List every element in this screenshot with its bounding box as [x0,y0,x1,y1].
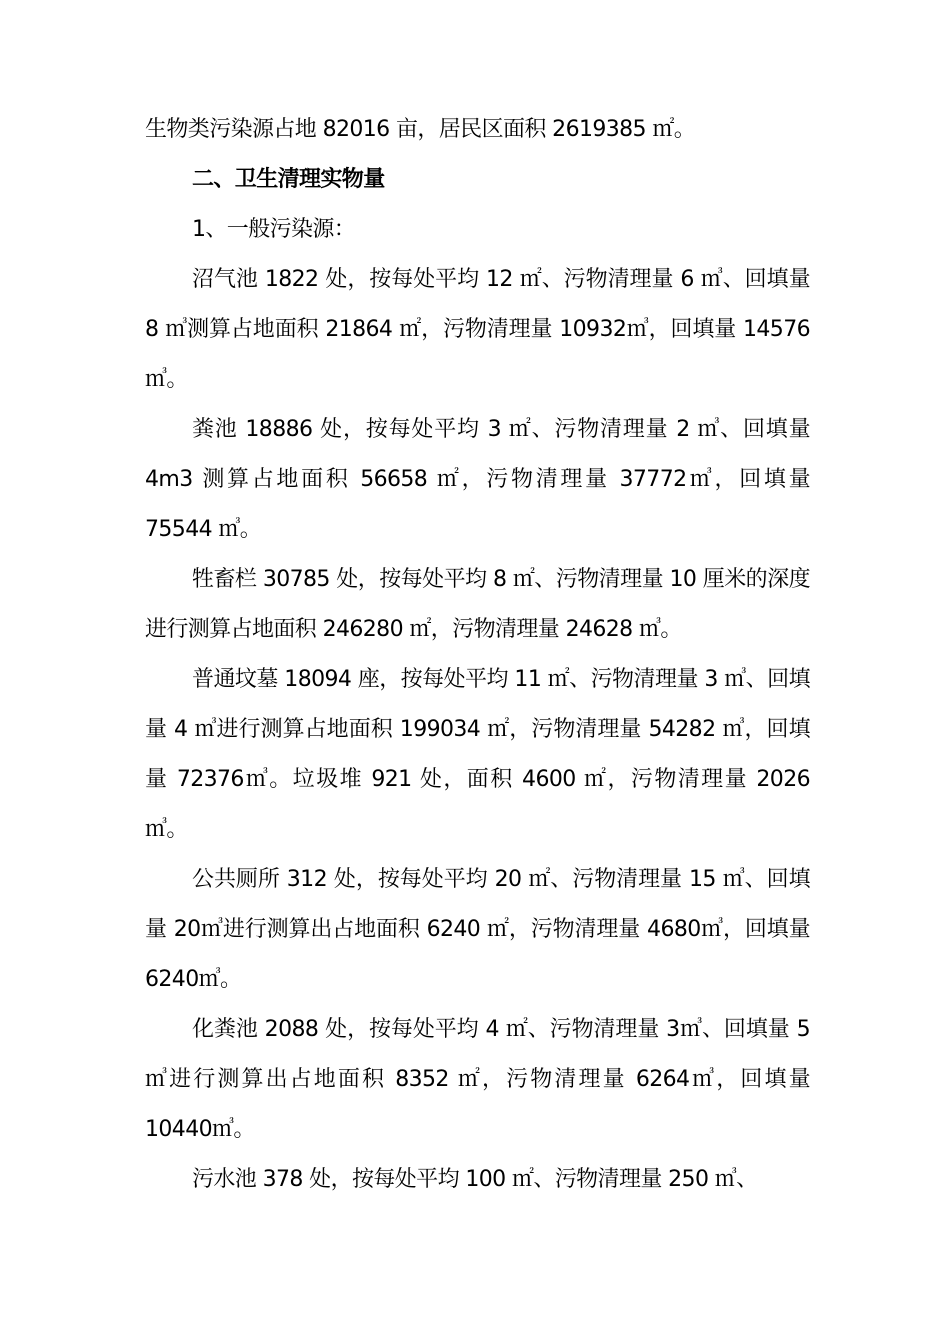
document-body [145,105,810,1205]
paragraph-public-toilets: 公共厕所 312 处，按每处平均 20 ㎡、污物清理量 15 ㎥、回填量 20㎥进行测算出占地面积 6240 ㎡，污物清理量 4680㎥，回填量 6240㎥。 [145,867,810,992]
paragraph-sewage-pools: 污水池 378 处，按每处平均 100 ㎡、污物清理量 250 ㎥、 [192,1167,758,1192]
paragraph-graves-garbage: 普通坟墓 18094 座，按每处平均 11 ㎡、污物清理量 3 ㎥、回填量 4 ㎥进行测算占地面积 199034 ㎡，污物清理量 54282 ㎥，回填量 72376㎥。垃圾堆 921 处，面积 4600 ㎡，污物清理量 2026 ㎥。 [145,667,810,842]
section-heading: 二、卫生清理实物量 [192,167,385,192]
paragraph-biogas-pits: 沼气池 1822 处，按每处平均 12 ㎡、污物清理量 6 ㎥、回填量 8 ㎥测算占地面积 21864 ㎡，污物清理量 10932㎥，回填量 14576 ㎥。 [145,267,810,392]
subsection-heading: 1、一般污染源： [192,217,356,242]
paragraph-livestock-pens: 牲畜栏 30785 处，按每处平均 8 ㎡、污物清理量 10 厘米的深度进行测算占地面积 246280 ㎡，污物清理量 24628 ㎥。 [145,567,810,642]
paragraph-manure-pits: 粪池 18886 处，按每处平均 3 ㎡、污物清理量 2 ㎥、回填量 4m3 测算占地面积 56658 ㎡，污物清理量 37772㎥，回填量 75544 ㎥。 [145,417,810,542]
paragraph-septic-tanks: 化粪池 2088 处，按每处平均 4 ㎡、污物清理量 3㎥、回填量 5㎥进行测算出占地面积 8352 ㎡，污物清理量 6264㎥，回填量 10440㎥。 [145,1017,810,1142]
intro-paragraph: 生物类污染源占地 82016 亩，居民区面积 2619385 ㎡。 [145,117,696,142]
